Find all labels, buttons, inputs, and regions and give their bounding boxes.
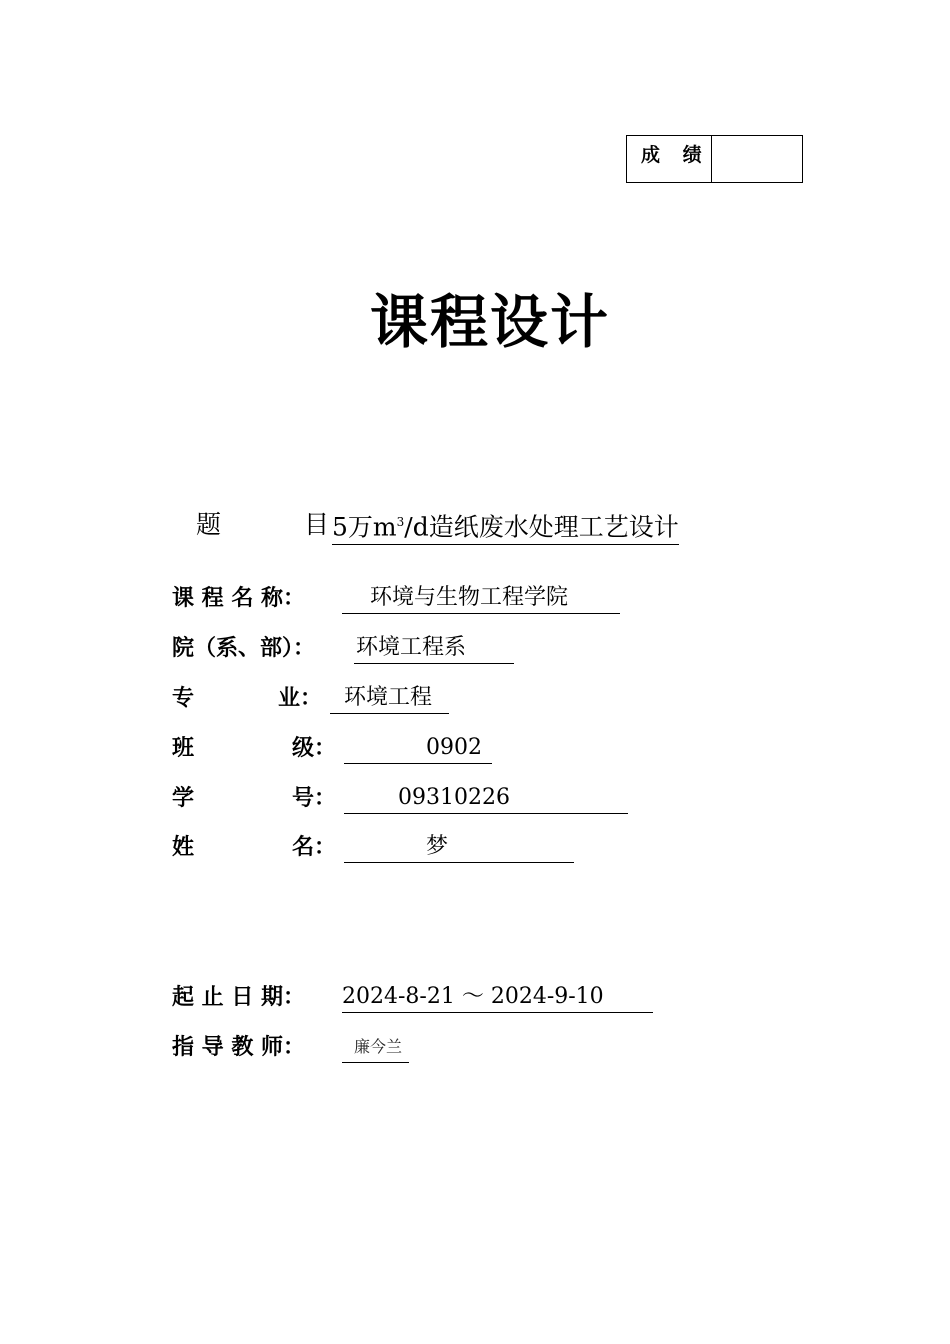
department-value xyxy=(354,632,514,664)
dates-text: 2024-8-21 ～ 2024-9-10 xyxy=(342,984,604,1009)
class-label-2: 级： xyxy=(292,735,337,761)
advisor-label: 指 导 教 师： xyxy=(172,1034,305,1060)
class-label-1: 班 xyxy=(172,735,195,761)
course-name-label: 课 程 名 称： xyxy=(172,585,305,611)
student-id-label-1: 学 xyxy=(172,785,195,811)
name-label-2: 名： xyxy=(292,834,337,860)
topic-label-1: 题 xyxy=(196,510,222,539)
course-name-text: 环境与生物工程学院 xyxy=(370,585,569,610)
grade-value xyxy=(712,136,802,182)
dates-value xyxy=(342,981,653,1013)
department-text: 环境工程系 xyxy=(356,635,467,660)
topic-value-suffix: /d造纸废水处理工艺设计 xyxy=(404,512,679,542)
topic-value-prefix: 5万m xyxy=(332,512,397,542)
major-label-2: 业： xyxy=(278,685,323,711)
advisor-value xyxy=(342,1031,409,1063)
grade-label: 成 绩 xyxy=(627,136,712,182)
student-id-value xyxy=(344,782,628,814)
department-label: 院（系、部）： xyxy=(172,635,316,661)
class-text: 0902 xyxy=(426,735,482,760)
class-value xyxy=(344,732,492,764)
dates-label: 起 止 日 期： xyxy=(172,984,305,1010)
major-text: 环境工程 xyxy=(344,685,433,710)
page-title: 课程设计 xyxy=(369,288,610,356)
course-name-value xyxy=(342,582,620,614)
student-id-text: 09310226 xyxy=(398,785,510,810)
topic-value-sup: 3 xyxy=(396,515,405,529)
student-id-label-2: 号： xyxy=(292,785,337,811)
name-label-1: 姓 xyxy=(172,834,195,860)
advisor-text: 廉今兰 xyxy=(354,1037,403,1056)
major-value xyxy=(330,682,449,714)
name-value xyxy=(344,831,574,863)
grade-table xyxy=(626,135,803,183)
topic-label-2: 目 xyxy=(304,510,330,539)
topic-value xyxy=(332,505,679,545)
name-text: 梦 xyxy=(426,834,449,859)
major-label-1: 专 xyxy=(172,685,195,711)
